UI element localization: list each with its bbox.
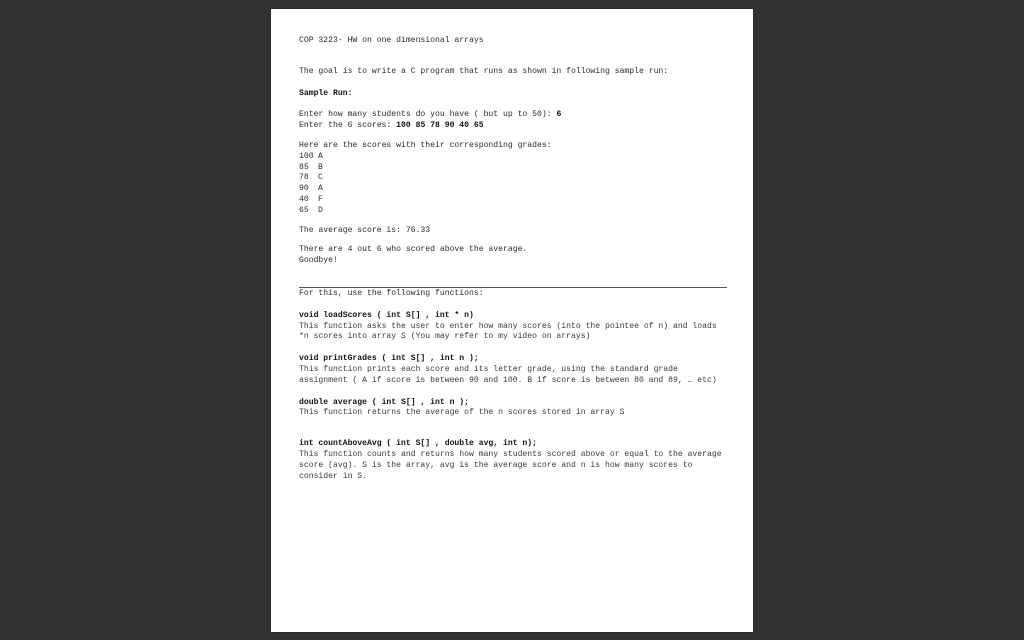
function-signature: double average ( int S[] , int n ); xyxy=(299,397,469,407)
average-score-line: The average score is: 76.33 xyxy=(299,225,431,235)
function-spec xyxy=(299,311,729,343)
function-description: This function counts and returns how many students scored above or equal to the average score (avg). S is the array, avg is the average score and n is how many scores to consider in S. xyxy=(299,449,722,481)
score-grade: A xyxy=(318,151,323,161)
function-spec xyxy=(299,354,729,386)
score-value: 85 xyxy=(299,162,309,172)
document-title: COP 3223- HW on one dimensional arrays xyxy=(299,36,484,45)
score-value: 40 xyxy=(299,194,309,204)
function-spec xyxy=(299,439,729,482)
prompt-students-line xyxy=(299,110,729,121)
score-row xyxy=(299,152,729,163)
score-row xyxy=(299,206,729,217)
function-description: This function prints each score and its letter grade, using the standard grade assignment ( A if score is between 90 and 100. B if score is between 80 and 89, … etc) xyxy=(299,364,717,385)
prompt-scores-value: 100 85 78 90 40 65 xyxy=(396,121,484,131)
goodbye-line: Goodbye! xyxy=(299,256,338,266)
score-value: 90 xyxy=(299,184,309,194)
document-page xyxy=(271,9,753,632)
section-divider xyxy=(299,287,727,288)
function-description: This function asks the user to enter how many scores (into the pointee of n) and loads *n scores into array S (You may refer to my video on arrays) xyxy=(299,321,717,342)
score-grade: C xyxy=(318,173,323,183)
score-row xyxy=(299,163,729,174)
goal-text: The goal is to write a C program that runs as shown in following sample run: xyxy=(299,66,669,76)
prompt-scores-text: Enter the 6 scores: xyxy=(299,121,397,131)
score-row xyxy=(299,173,729,184)
prompt-scores-line xyxy=(299,121,729,132)
score-row xyxy=(299,195,729,206)
score-grade: B xyxy=(318,162,323,172)
score-grade: F xyxy=(318,194,323,204)
score-grade: D xyxy=(318,205,323,215)
function-spec xyxy=(299,398,729,420)
prompt-students-value: 6 xyxy=(556,110,562,120)
above-average-line: There are 4 out 6 who scored above the average. xyxy=(299,245,528,255)
sample-run-heading: Sample Run: xyxy=(299,88,353,98)
score-grade: A xyxy=(318,184,323,194)
document-content xyxy=(299,36,729,482)
score-grade-list xyxy=(299,152,729,217)
function-description: This function returns the average of the n scores stored in array S xyxy=(299,408,625,418)
score-value: 100 xyxy=(299,151,314,161)
score-value: 78 xyxy=(299,173,309,183)
score-value: 65 xyxy=(299,205,309,215)
function-signature: int countAboveAvg ( int S[] , double avg, int n); xyxy=(299,439,537,449)
scores-heading: Here are the scores with their corresponding grades: xyxy=(299,140,552,150)
functions-intro: For this, use the following functions: xyxy=(299,288,484,298)
score-row xyxy=(299,184,729,195)
prompt-students-text: Enter how many students do you have ( but up to 50): xyxy=(299,110,557,120)
function-signature: void loadScores ( int S[] , int * n) xyxy=(299,310,474,320)
function-signature: void printGrades ( int S[] , int n ); xyxy=(299,354,479,364)
